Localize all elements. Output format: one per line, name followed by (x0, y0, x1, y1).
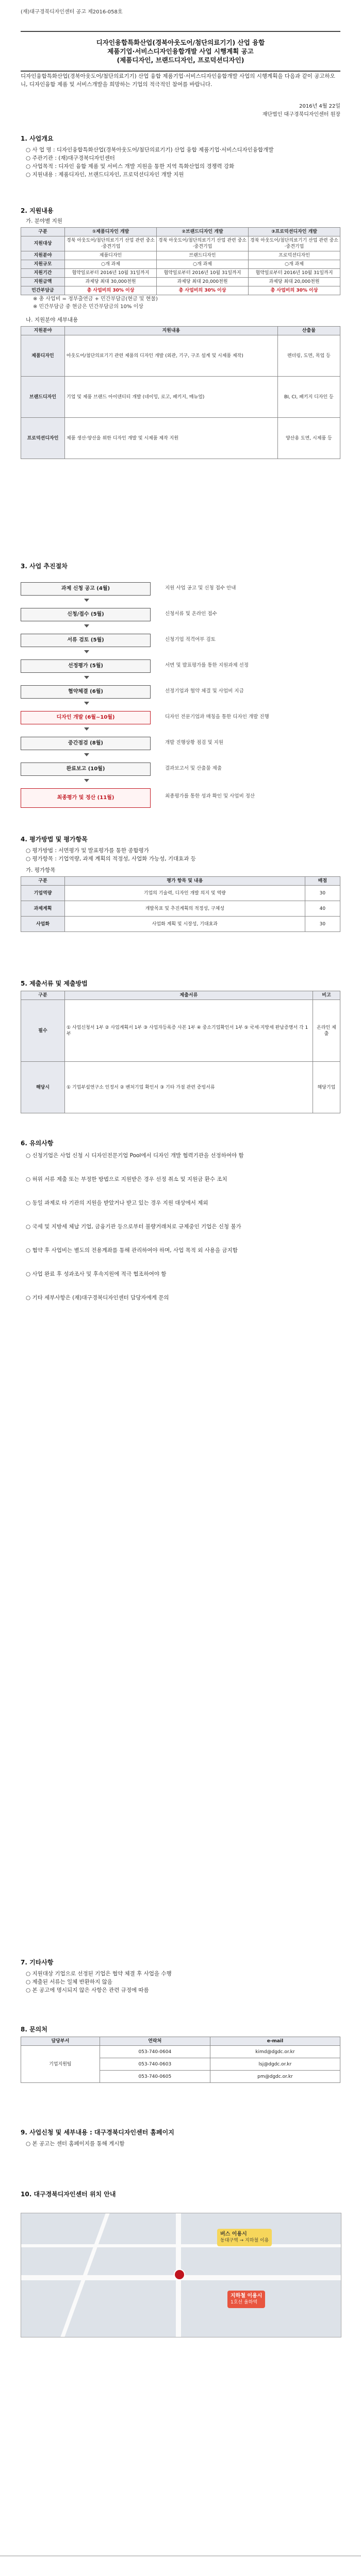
document-title (21, 31, 340, 72)
section-overview (21, 134, 340, 179)
table-cell: ○개 과제 (65, 260, 157, 269)
other-item: ○ 제출된 서류는 일체 반환하지 않음 (26, 1979, 112, 1985)
table-header-row (21, 991, 340, 1000)
table-cell: 총 사업비의 30% 이상 (249, 286, 340, 295)
announce-date: 2016년 4월 22일 (299, 104, 340, 109)
section-evaluation (21, 835, 340, 932)
table-cell: 총 사업비의 30% 이상 (65, 286, 157, 295)
process-step-1: 과제 신청 공고 (4월) (21, 582, 151, 596)
intro-paragraph: 디자인융합특화산업(경북아웃도어/첨단의료기기) 산업 융합 제품기업·서비스디자인융합개발 사업의 시행계획을 다음과 같이 공고하오니, 디자인융합 제품 및 서비스개발을 희망하는 기업의 적극적인 참여를 바랍니다. (21, 73, 335, 88)
section-heading: 7. 기타사항 (21, 1959, 54, 1966)
col-header: 구분 (21, 991, 65, 1000)
process-step-5: 협약체결 (6월) (21, 685, 151, 699)
table-cell: 해당기업 (313, 1062, 340, 1113)
table-cell: 사업화 계획 및 시장성, 기대효과 (65, 917, 305, 932)
table-header-row (21, 228, 340, 236)
overview-item: ○ 사업목적 : 디자인 융합 제품 및 서비스 개발 지원을 통한 지역 특화산업의 경쟁력 강화 (26, 163, 235, 170)
table-note: ※ 총 사업비 = 정부출연금 + 민간부담금(현금 및 현물) (33, 296, 158, 302)
process-step-desc: 개발 진행상황 점검 및 지원 (165, 740, 224, 745)
title-line-3: (제품디자인, 브랜드디자인, 프로덕션디자인) (117, 56, 244, 64)
process-step-2: 신청/접수 (5월) (21, 608, 151, 621)
location-map[interactable] (21, 2213, 341, 2337)
process-step-desc: 신청서류 및 온라인 접수 (165, 611, 217, 617)
col-header: 구분 (21, 877, 65, 886)
table-cell: 렌더링, 도면, 목업 등 (277, 335, 340, 377)
table-row (21, 377, 340, 418)
document-number: (재)대구경북디자인센터 공고 제2016-058호 (21, 9, 123, 15)
bus-info-title: 버스 이용시 (220, 2231, 247, 2237)
notice-item: ○ 협약 후 사업비는 별도의 전용계좌를 통해 관리하여야 하며, 사업 목적 외 사용을 금지함 (26, 1247, 238, 1253)
row-header: 과제계획 (21, 901, 65, 917)
table-cell: 온라인 제출 (313, 1000, 340, 1062)
overview-item: ○ 지원내용 : 제품디자인, 브랜드디자인, 프로덕션디자인 개발 지원 (26, 172, 184, 178)
section-heading: 10. 대구경북디자인센터 위치 안내 (21, 2191, 116, 2198)
col-header: 평가 항목 및 내용 (65, 877, 305, 886)
section-notices (21, 1139, 340, 1302)
row-header: 지원기간 (21, 269, 65, 278)
table-cell: 과제당 최대 30,000천원 (65, 278, 157, 286)
contact-email[interactable]: kimd@dgdc.or.kr (210, 2046, 340, 2058)
announce-org: 재단법인 대구경북디자인센터 원장 (262, 112, 340, 117)
contact-dept: 기업지원팀 (21, 2046, 100, 2083)
process-step-9: 최종평가 및 정산 (11월) (21, 788, 151, 808)
section-heading: 2. 지원내용 (21, 207, 54, 214)
table-row (21, 286, 340, 295)
process-step-4: 선정평가 (5월) (21, 659, 151, 673)
support-detail-table (21, 326, 340, 459)
evaluation-table (21, 876, 340, 932)
table-cell: 경북 아웃도어/첨단의료기기 산업 관련 중소·중견기업 (157, 236, 249, 251)
table-cell: 제품디자인 (65, 251, 157, 260)
table-cell: 경북 아웃도어/첨단의료기기 산업 관련 중소·중견기업 (65, 236, 157, 251)
notice-item: ○ 동일 과제로 타 기관의 지원을 받았거나 받고 있는 경우 지원 대상에서 제외 (26, 1200, 208, 1206)
table-row (21, 2046, 340, 2058)
table-cell: 40 (305, 901, 340, 917)
table-cell: 프로덕션디자인 (249, 251, 340, 260)
row-header: 지원분야 (21, 251, 65, 260)
table-row (21, 1062, 340, 1113)
row-header: 제품디자인 (21, 335, 65, 377)
process-step-desc: 신청기업 적격여부 검토 (165, 637, 216, 642)
table-cell: BI, CI, 패키지 디자인 등 (277, 377, 340, 418)
row-header: 브랜드디자인 (21, 377, 65, 418)
table-row (21, 251, 340, 260)
section-other (21, 1958, 340, 1994)
section-heading: 4. 평가방법 및 평가항목 (21, 836, 88, 843)
col-header: 지원내용 (65, 327, 278, 335)
table-row (21, 1000, 340, 1062)
contact-table (21, 2037, 340, 2083)
arrow-down-icon (84, 753, 89, 756)
section-heading: 8. 문의처 (21, 2026, 47, 2033)
table-cell: ○개 과제 (157, 260, 249, 269)
notice-item: ○ 기타 세부사항은 (재)대구경북디자인센터 담당자에게 문의 (26, 1295, 169, 1301)
row-header: 민간부담금 (21, 286, 65, 295)
section-heading: 9. 사업신청 및 세부내용 : 대구경북디자인센터 홈페이지 (21, 2129, 174, 2136)
row-header: 기업역량 (21, 886, 65, 901)
col-header: ③프로덕션디자인 개발 (249, 228, 340, 236)
col-header: 비고 (313, 991, 340, 1000)
row-header: 해당시 (21, 1062, 65, 1113)
table-row (21, 260, 340, 269)
table-row (21, 917, 340, 932)
page-divider (0, 2555, 361, 2556)
table-cell: 브랜드디자인 (157, 251, 249, 260)
arrow-down-icon (84, 624, 89, 628)
process-step-desc: 결과보고서 및 산출물 제출 (165, 766, 222, 771)
table-cell: 기업 및 제품 브랜드 아이덴티티 개발 (네이밍, 로고, 패키지, 매뉴얼) (65, 377, 278, 418)
table-header-row (21, 2037, 340, 2046)
table-cell: 협약일로부터 2016년 10월 31일까지 (65, 269, 157, 278)
map-road (21, 2244, 341, 2247)
contact-phone: 053-740-0603 (100, 2058, 210, 2071)
process-step-desc: 선정기업과 협약 체결 및 사업비 지급 (165, 688, 244, 694)
evaluation-item: ○ 평가항목 : 기업역량, 과제 계획의 적정성, 사업화 가능성, 기대효과 등 (26, 856, 196, 862)
col-header: 제출서류 (65, 991, 313, 1000)
section-process (21, 562, 340, 570)
section-heading: 6. 유의사항 (21, 1140, 54, 1147)
process-step-desc: 지원 사업 공고 및 신청 접수 안내 (165, 585, 236, 591)
table-row (21, 236, 340, 251)
bus-info-bubble (217, 2229, 272, 2246)
apply-note: ○ 본 공고는 센터 홈페이지를 통해 게시함 (26, 2141, 125, 2147)
arrow-down-icon (84, 702, 89, 705)
col-header: 지원분야 (21, 327, 65, 335)
support-table (21, 227, 340, 295)
contact-email[interactable]: pm@dgdc.or.kr (210, 2071, 340, 2083)
title-line-1: 디자인융합특화산업(경북아웃도어/첨단의료기기) 산업 융합 (96, 39, 265, 46)
section-support (21, 206, 340, 459)
table-row (21, 901, 340, 917)
section-contact (21, 2025, 340, 2083)
section-heading: 1. 사업개요 (21, 135, 54, 142)
process-step-desc: 서면 및 발표평가를 통한 지원과제 선정 (165, 663, 249, 668)
col-header: 배점 (305, 877, 340, 886)
process-step-desc: 디자인 전문기업과 매칭을 통한 디자인 개발 진행 (165, 714, 269, 720)
table-cell: 30 (305, 886, 340, 901)
row-header: 사업화 (21, 917, 65, 932)
notice-item: ○ 허위 서류 제출 또는 부정한 방법으로 지원받은 경우 선정 취소 및 지원금 환수 조치 (26, 1176, 227, 1182)
table-cell: 총 사업비의 30% 이상 (157, 286, 249, 295)
table-row (21, 278, 340, 286)
table-cell: 30 (305, 917, 340, 932)
arrow-down-icon (84, 599, 89, 602)
sub-heading: 가. 분야별 지원 (26, 218, 62, 224)
sub-heading: 가. 평가항목 (26, 867, 56, 873)
arrow-down-icon (84, 650, 89, 653)
contact-phone: 053-740-0604 (100, 2046, 210, 2058)
documents-table (21, 991, 340, 1113)
section-apply (21, 2128, 340, 2148)
title-line-2: 제품기업·서비스디자인융합개발 사업 시행계획 공고 (107, 47, 254, 55)
section-documents (21, 979, 340, 1113)
process-step-7: 중간점검 (8월) (21, 737, 151, 750)
subway-info-sub: 1호선 율하역 (231, 2300, 258, 2305)
table-cell: 과제당 최대 20,000천원 (249, 278, 340, 286)
table-row (21, 269, 340, 278)
contact-email[interactable]: lsj@dgdc.or.kr (210, 2058, 340, 2071)
bus-info-sub: 동대구역 → 지하철 이용 (220, 2238, 269, 2243)
contact-phone: 053-740-0605 (100, 2071, 210, 2083)
col-header: 연락처 (100, 2037, 210, 2046)
table-header-row (21, 877, 340, 886)
section-location (21, 2190, 340, 2198)
table-cell: ① 사업신청서 1부 ② 사업계획서 1부 ③ 사업자등록증 사본 1부 ④ 중소기업확인서 1부 ⑤ 국세·지방세 완납증명서 각 1부 (65, 1000, 313, 1062)
sub-heading: 나. 지원분야 세부내용 (26, 317, 78, 323)
evaluation-item: ○ 평가방법 : 서면평가 및 발표평가를 통한 종합평가 (26, 848, 149, 854)
arrow-down-icon (84, 676, 89, 679)
table-row (21, 886, 340, 901)
arrow-down-icon (84, 779, 89, 782)
row-header: 지원금액 (21, 278, 65, 286)
col-header: ②브랜드디자인 개발 (157, 228, 249, 236)
table-cell: 경북 아웃도어/첨단의료기기 산업 관련 중소·중견기업 (249, 236, 340, 251)
table-cell: 협약일로부터 2016년 10월 31일까지 (249, 269, 340, 278)
process-step-desc: 최종평가를 통한 성과 확인 및 사업비 정산 (165, 793, 255, 799)
table-cell: 제품 생산·양산을 위한 디자인 개발 및 시제품 제작 지원 (65, 418, 278, 459)
col-header: 산출물 (277, 327, 340, 335)
other-item: ○ 지원대상 기업으로 선정된 기업은 협약 체결 후 사업을 수행 (26, 1971, 172, 1977)
overview-item: ○ 사 업 명 : 디자인융합특화산업(경북아웃도어/첨단의료기기) 산업 융합 제품기업·서비스디자인융합개발 (26, 147, 274, 153)
table-cell: ○개 과제 (249, 260, 340, 269)
subway-info-title: 지하철 이용시 (231, 2293, 262, 2299)
col-header: ①제품디자인 개발 (65, 228, 157, 236)
col-header: e-mail (210, 2037, 340, 2046)
table-row (21, 335, 340, 377)
row-header: 프로덕션디자인 (21, 418, 65, 459)
section-heading: 5. 제출서류 및 제출방법 (21, 980, 88, 987)
process-step-3: 서류 검토 (5월) (21, 634, 151, 647)
location-pin-icon (174, 2269, 185, 2280)
row-header: 필수 (21, 1000, 65, 1062)
notice-item: ○ 사업 완료 후 성과조사 및 후속지원에 적극 협조하여야 함 (26, 1271, 167, 1277)
col-header: 담당부서 (21, 2037, 100, 2046)
table-cell: 협약일로부터 2016년 10월 31일까지 (157, 269, 249, 278)
col-header: 구분 (21, 228, 65, 236)
arrow-down-icon (84, 727, 89, 731)
table-cell: 아웃도어/첨단의료기기 관련 제품의 디자인 개발 (외관, 기구, 구조 설계 및 시제품 제작) (65, 335, 278, 377)
row-header: 지원규모 (21, 260, 65, 269)
row-header: 지원대상 (21, 236, 65, 251)
subway-info-bubble (227, 2291, 265, 2308)
process-step-8: 완료보고 (10월) (21, 762, 151, 776)
table-header-row (21, 327, 340, 335)
table-note: ※ 민간부담금 중 현금은 민간부담금의 10% 이상 (33, 304, 143, 310)
table-cell: 양산용 도면, 시제품 등 (277, 418, 340, 459)
table-cell: 개발목표 및 추진계획의 적정성, 구체성 (65, 901, 305, 917)
table-cell: 기업의 기술력, 디자인 개발 의지 및 역량 (65, 886, 305, 901)
process-step-6: 디자인 개발 (6월~10월) (21, 711, 151, 724)
notice-item: ○ 국세 및 지방세 체납 기업, 금융기관 등으로부터 불량거래처로 규제중인 기업은 신청 불가 (26, 1224, 241, 1230)
table-cell: 과제당 최대 20,000천원 (157, 278, 249, 286)
table-cell: ① 기업부설연구소 인정서 ② 벤처기업 확인서 ③ 기타 가점 관련 증빙서류 (65, 1062, 313, 1113)
section-heading: 3. 사업 추진절차 (21, 563, 68, 570)
overview-item: ○ 주관기관 : (재)대구경북디자인센터 (26, 155, 115, 161)
other-item: ○ 본 공고에 명시되지 않은 사항은 관련 규정에 따름 (26, 1987, 149, 1993)
notice-item: ○ 신청기업은 사업 신청 시 디자인전문기업 Pool에서 디자인 개발 협력기관을 선정하여야 함 (26, 1153, 244, 1159)
table-row (21, 418, 340, 459)
